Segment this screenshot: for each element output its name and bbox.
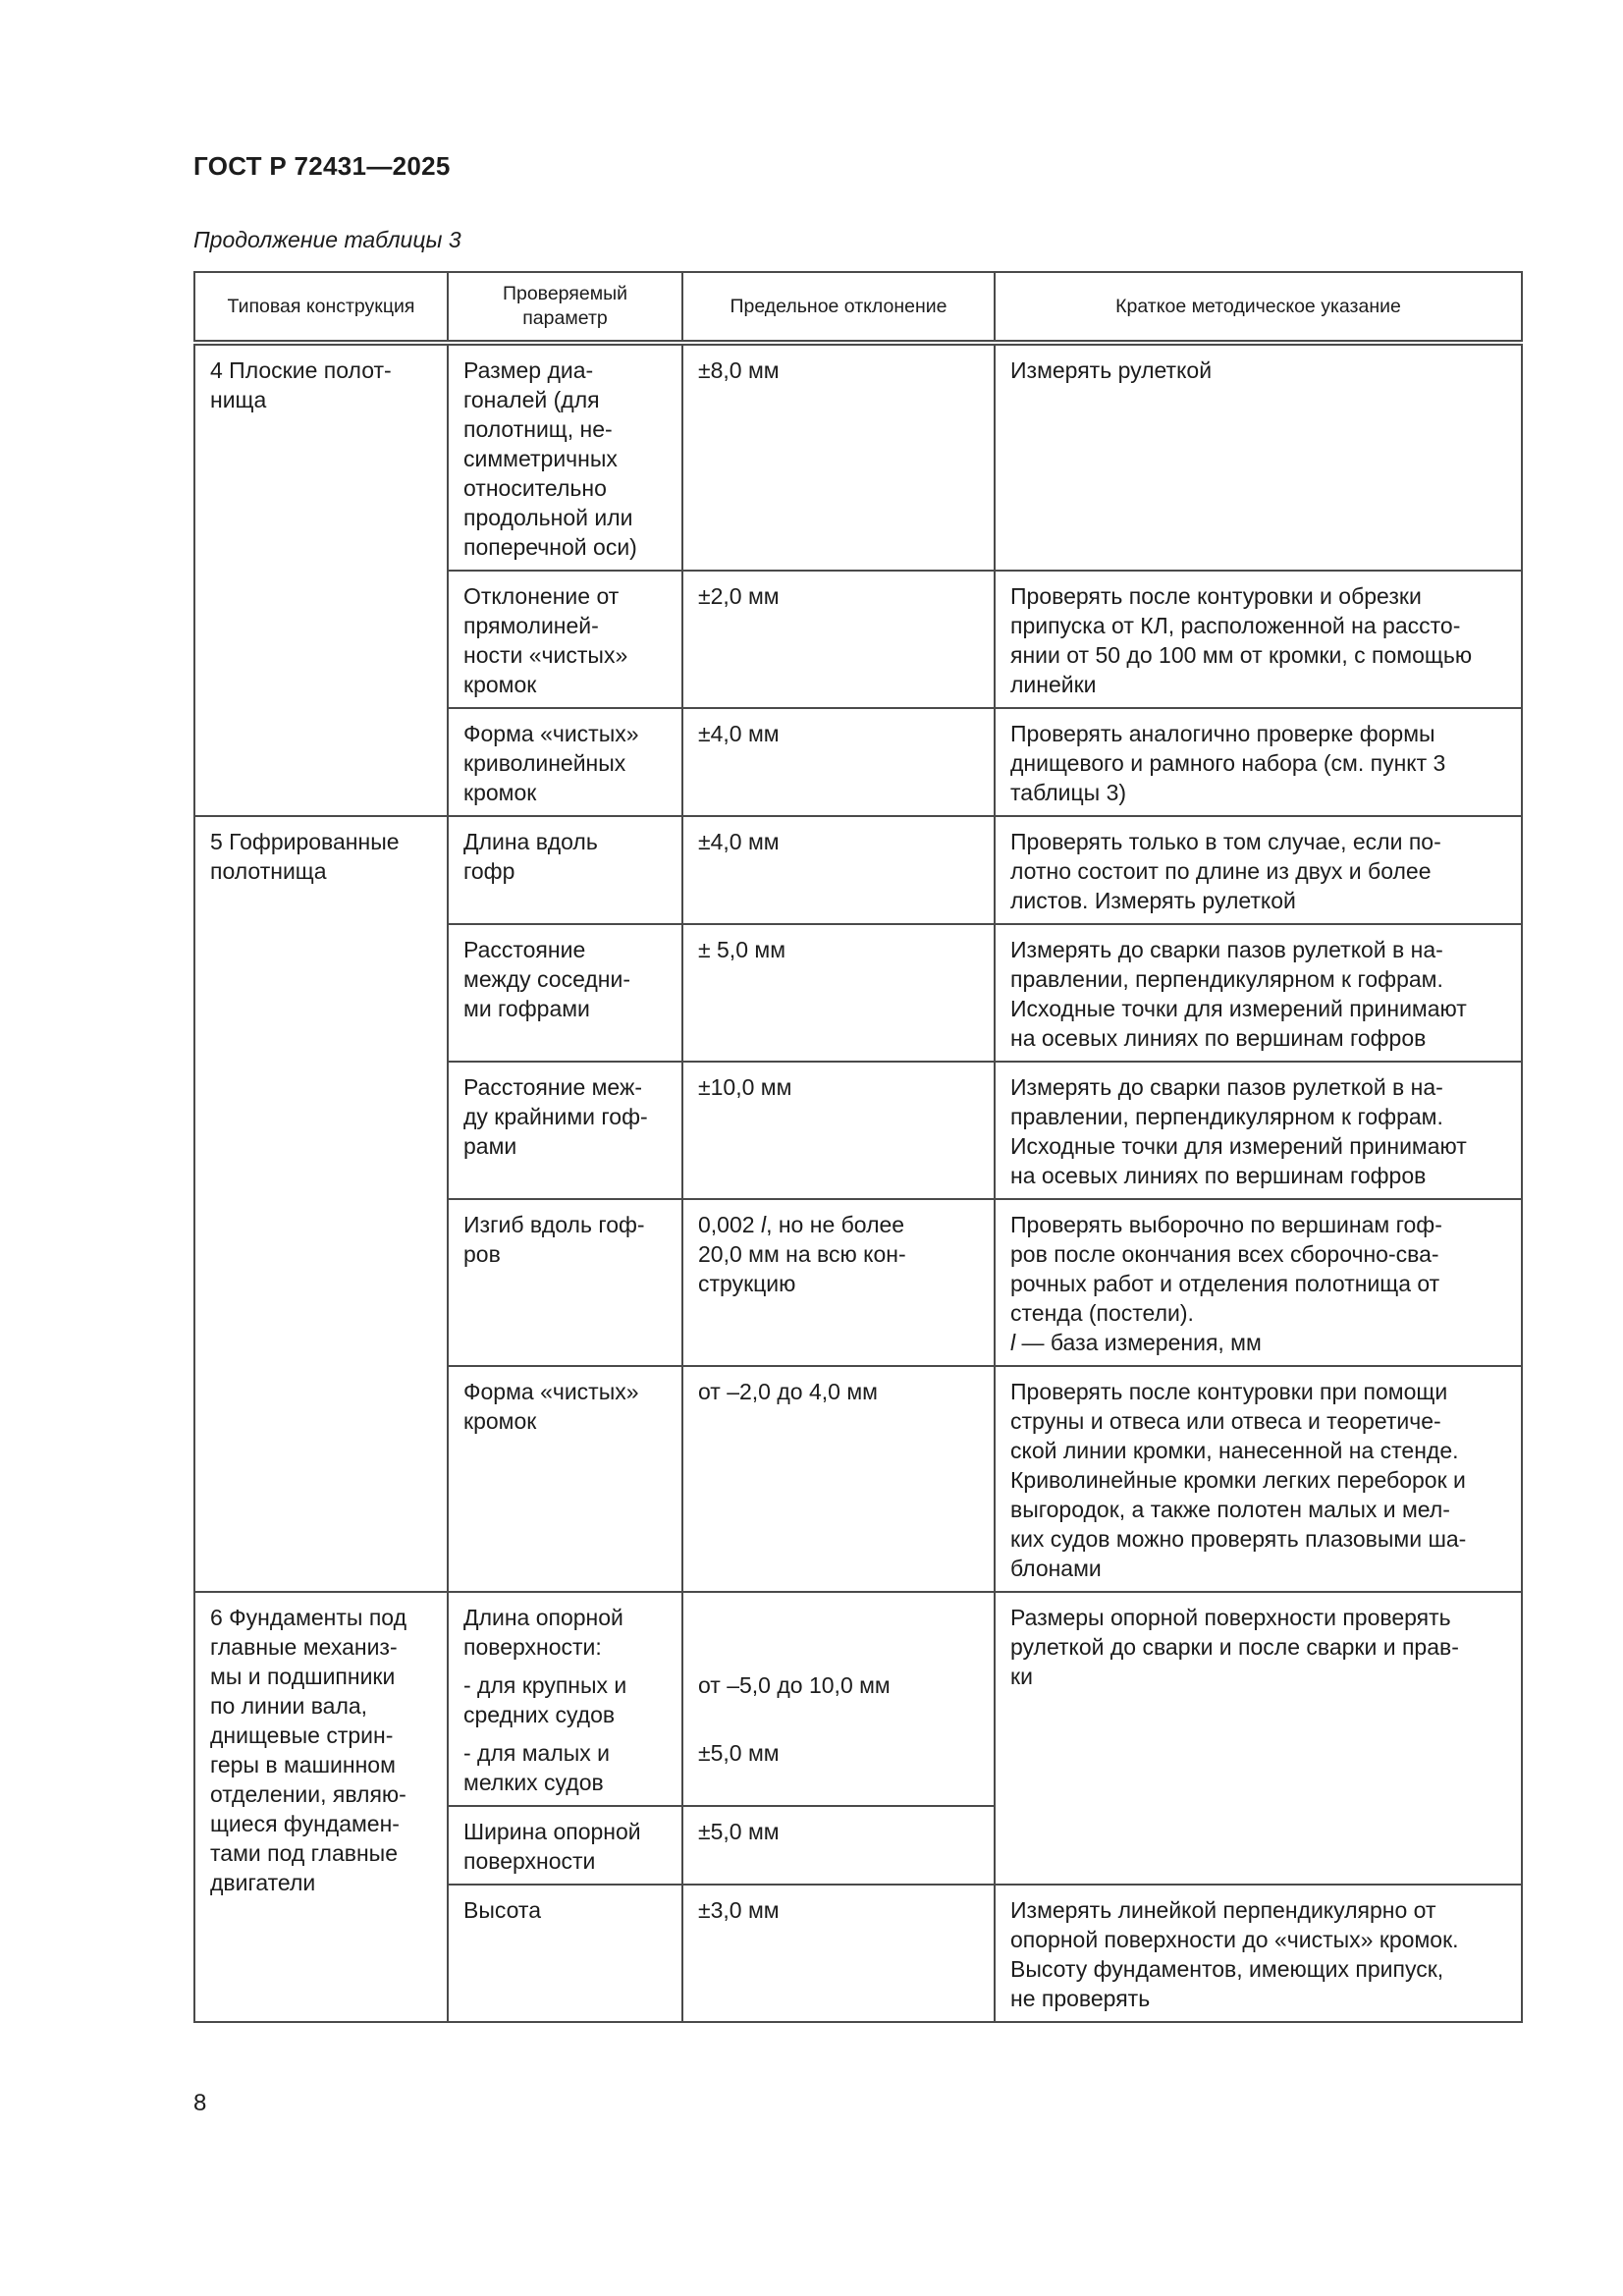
cell-text-line: 4 Плоские полот- [210,357,392,383]
cell-text-line: ±8,0 мм [698,357,780,383]
parameter-cell [448,924,682,1062]
cell-text-line: Отклонение от [463,583,620,609]
cell-text-line: правлении, перпендикулярном к гофрам. [1010,966,1443,992]
cell-text-line: припуска от КЛ, расположенной на рассто- [1010,613,1461,638]
method-cell [995,816,1522,924]
cell-text-line: поверхности: [463,1634,602,1660]
method-cell [995,571,1522,708]
table-row [194,1592,1522,1806]
cell-text-line: ров [463,1241,501,1267]
cell-text-line: по линии вала, [210,1693,368,1719]
cell-text-line: от –2,0 до 4,0 мм [698,1379,878,1404]
cell-text-line: листов. Измерять рулеткой [1010,888,1296,913]
cell-text-line: мелких судов [463,1770,604,1795]
method-cell [995,924,1522,1062]
cell-text-line: Исходные точки для измерений принимают [1010,996,1467,1021]
cell-text-line: ±10,0 мм [698,1074,792,1100]
cell-text-line: Проверять выборочно по вершинам гоф- [1010,1212,1442,1237]
cell-text-line: ров после окончания всех сборочно-сва- [1010,1241,1439,1267]
cell-text-line: рами [463,1133,517,1159]
method-cell [995,1592,1522,1885]
cell-text-line: между соседни- [463,966,631,992]
cell-text-line: 6 Фундаменты под [210,1605,407,1630]
cell-text-line: Высоту фундаментов, имеющих припуск, [1010,1956,1444,1982]
table-continuation-caption: Продолжение таблицы 3 [193,227,461,252]
cell-text-line: линейки [1010,672,1097,697]
cell-text-line: не проверять [1010,1986,1151,2011]
cell-text-line: Измерять линейкой перпендикулярно от [1010,1897,1436,1923]
cell-text-line: кромок [463,780,537,805]
cell-text-line: на осевых линиях по вершинам гофров [1010,1025,1427,1051]
cell-text-line: Проверять после контуровки при помощи [1010,1379,1448,1404]
cell-text-line: полотнищ, не- [463,416,613,442]
method-note-text: — база измерения, мм [1015,1330,1262,1355]
column-header-method: Краткое методическое указание [995,272,1522,343]
cell-text-line: Измерять рулеткой [1010,357,1213,383]
cell-text-line: Форма «чистых» [463,1379,639,1404]
page-number: 8 [193,2090,207,2116]
cell-text-line: полотнища [210,858,327,884]
method-note [1010,1328,1506,1357]
cell-text-line: ности «чистых» [463,642,628,668]
cell-text-line: Расстояние [463,937,586,962]
construction-cell [194,1592,448,2022]
cell-text-line: нища [210,387,267,412]
cell-text-line: поверхности [463,1848,596,1874]
cell-text-line: струкцию [698,1271,796,1296]
construction-cell [194,816,448,1592]
cell-text-line: ±4,0 мм [698,721,780,746]
cell-text-line: отделении, являю- [210,1781,406,1807]
cell-text-line: симметричных [463,446,618,471]
tolerance-cell [682,1885,995,2022]
method-note-variable: l [1010,1330,1016,1355]
method-cell [995,1199,1522,1366]
cell-text-line: ±3,0 мм [698,1897,780,1923]
parameter-cell [448,1366,682,1592]
cell-text-line: опорной поверхности до «чистых» кромок. [1010,1927,1459,1952]
column-header-construction: Типовая конструкция [194,272,448,343]
cell-text-line: таблицы 3) [1010,780,1127,805]
parameter-cell [448,708,682,816]
tolerance-cell [682,1806,995,1885]
cell-text-line: Форма «чистых» [463,721,639,746]
cell-text-line: щиеся фундамен- [210,1811,400,1836]
cell-text-line: главные механиз- [210,1634,398,1660]
cell-text-line: Ширина опорной [463,1819,641,1844]
cell-text-line: выгородок, а также полотен малых и мел- [1010,1497,1450,1522]
cell-text-line: рулеткой до сварки и после сварки и прав- [1010,1634,1459,1660]
parameter-cell [448,816,682,924]
cell-text-line: - для малых и [463,1740,611,1766]
cell-text-line: ких судов можно проверять плазовыми ша- [1010,1526,1467,1552]
table-row [194,816,1522,924]
column-header-parameter: Проверяемый параметр [448,272,682,343]
tolerance-first-line [698,1210,979,1239]
cell-text-line: блонами [1010,1556,1102,1581]
cell-text-line: прямолиней- [463,613,599,638]
cell-text-line: Размер диа- [463,357,594,383]
cell-text-line: Расстояние меж- [463,1074,643,1100]
cell-text-line: стенда (постели). [1010,1300,1194,1326]
tolerance-cell [682,343,995,571]
cell-text-line: ду крайними гоф- [463,1104,648,1129]
tolerance-cell [682,816,995,924]
parameter-cell [448,1885,682,2022]
cell-text-line: тами под главные [210,1840,399,1866]
method-cell [995,1366,1522,1592]
cell-text-line: ±4,0 мм [698,829,780,854]
tolerance-cell [682,571,995,708]
cell-text-line: ской линии кромки, нанесенной на стенде. [1010,1438,1459,1463]
parameter-cell [448,1592,682,1806]
cell-text-line: Длина вдоль [463,829,598,854]
tolerance-cell [682,708,995,816]
method-cell [995,1062,1522,1199]
table-row [194,343,1522,571]
cell-text-line: кромок [463,1408,537,1434]
cell-text-line: Размеры опорной поверхности проверять [1010,1605,1451,1630]
tolerance-value: 0,002 [698,1212,761,1237]
parameter-cell [448,1062,682,1199]
tolerance-cell [682,1062,995,1199]
tolerance-large-ships: от –5,0 до 10,0 мм [698,1672,891,1698]
cell-text-line: Проверять после контуровки и обрезки [1010,583,1422,609]
cell-text-line: продольной или [463,505,633,530]
tolerance-table [193,271,1523,2023]
document-code: ГОСТ Р 72431—2025 [193,151,451,181]
cell-text-line: гоналей (для [463,387,600,412]
tolerance-condition: , но не более [766,1212,905,1237]
tolerance-cell [682,1366,995,1592]
method-cell [995,708,1522,816]
cell-text-line: 20,0 мм на всю кон- [698,1241,906,1267]
cell-text-line: криволинейных [463,750,626,776]
cell-text-line: правлении, перпендикулярном к гофрам. [1010,1104,1443,1129]
cell-text-line: Криволинейные кромки легких переборок и [1010,1467,1466,1493]
cell-text-line: Измерять до сварки пазов рулеткой в на- [1010,937,1443,962]
cell-text-line: Проверять только в том случае, если по- [1010,829,1441,854]
cell-text-line: кромок [463,672,537,697]
cell-text-line: Длина опорной [463,1605,623,1630]
cell-text-line: ми гофрами [463,996,590,1021]
parameter-cell [448,571,682,708]
cell-text-line: гофр [463,858,515,884]
tolerance-cell [682,924,995,1062]
cell-text-line: 5 Гофрированные [210,829,400,854]
cell-text-line: поперечной оси) [463,534,637,560]
cell-text-line: Высота [463,1897,541,1923]
cell-text-line: геры в машинном [210,1752,396,1777]
cell-text-line: Измерять до сварки пазов рулеткой в на- [1010,1074,1443,1100]
cell-text-line: ±5,0 мм [698,1819,780,1844]
cell-text-line: на осевых линиях по вершинам гофров [1010,1163,1427,1188]
cell-text-line: рочных работ и отделения полотнища от [1010,1271,1440,1296]
cell-text-line: Изгиб вдоль гоф- [463,1212,645,1237]
cell-text-line: струны и отвеса или отвеса и теоретиче- [1010,1408,1441,1434]
cell-text-line: Проверять аналогично проверке формы [1010,721,1435,746]
parameter-cell [448,1806,682,1885]
cell-text-line: ±2,0 мм [698,583,780,609]
cell-text-line: Исходные точки для измерений принимают [1010,1133,1467,1159]
parameter-cell [448,343,682,571]
cell-text-line: ± 5,0 мм [698,937,786,962]
parameter-cell [448,1199,682,1366]
cell-text-line: средних судов [463,1702,616,1727]
construction-cell [194,343,448,816]
column-header-tolerance: Предельное отклонение [682,272,995,343]
tolerance-cell [682,1592,995,1806]
cell-text-line: янии от 50 до 100 мм от кромки, с помощью [1010,642,1473,668]
table-header-row [194,272,1522,343]
cell-text-line: ки [1010,1664,1033,1689]
method-cell [995,1885,1522,2022]
cell-text-line: мы и подшипники [210,1664,396,1689]
tolerance-variable: l [760,1212,767,1237]
method-cell [995,343,1522,571]
cell-text-line: - для крупных и [463,1672,627,1698]
cell-text-line: днищевого и рамного набора (см. пункт 3 [1010,750,1446,776]
cell-text-line: относительно [463,475,607,501]
tolerance-cell [682,1199,995,1366]
cell-text-line: лотно состоит по длине из двух и более [1010,858,1432,884]
tolerance-small-ships: ±5,0 мм [698,1740,780,1766]
cell-text-line: двигатели [210,1870,316,1895]
cell-text-line: днищевые стрин- [210,1722,394,1748]
